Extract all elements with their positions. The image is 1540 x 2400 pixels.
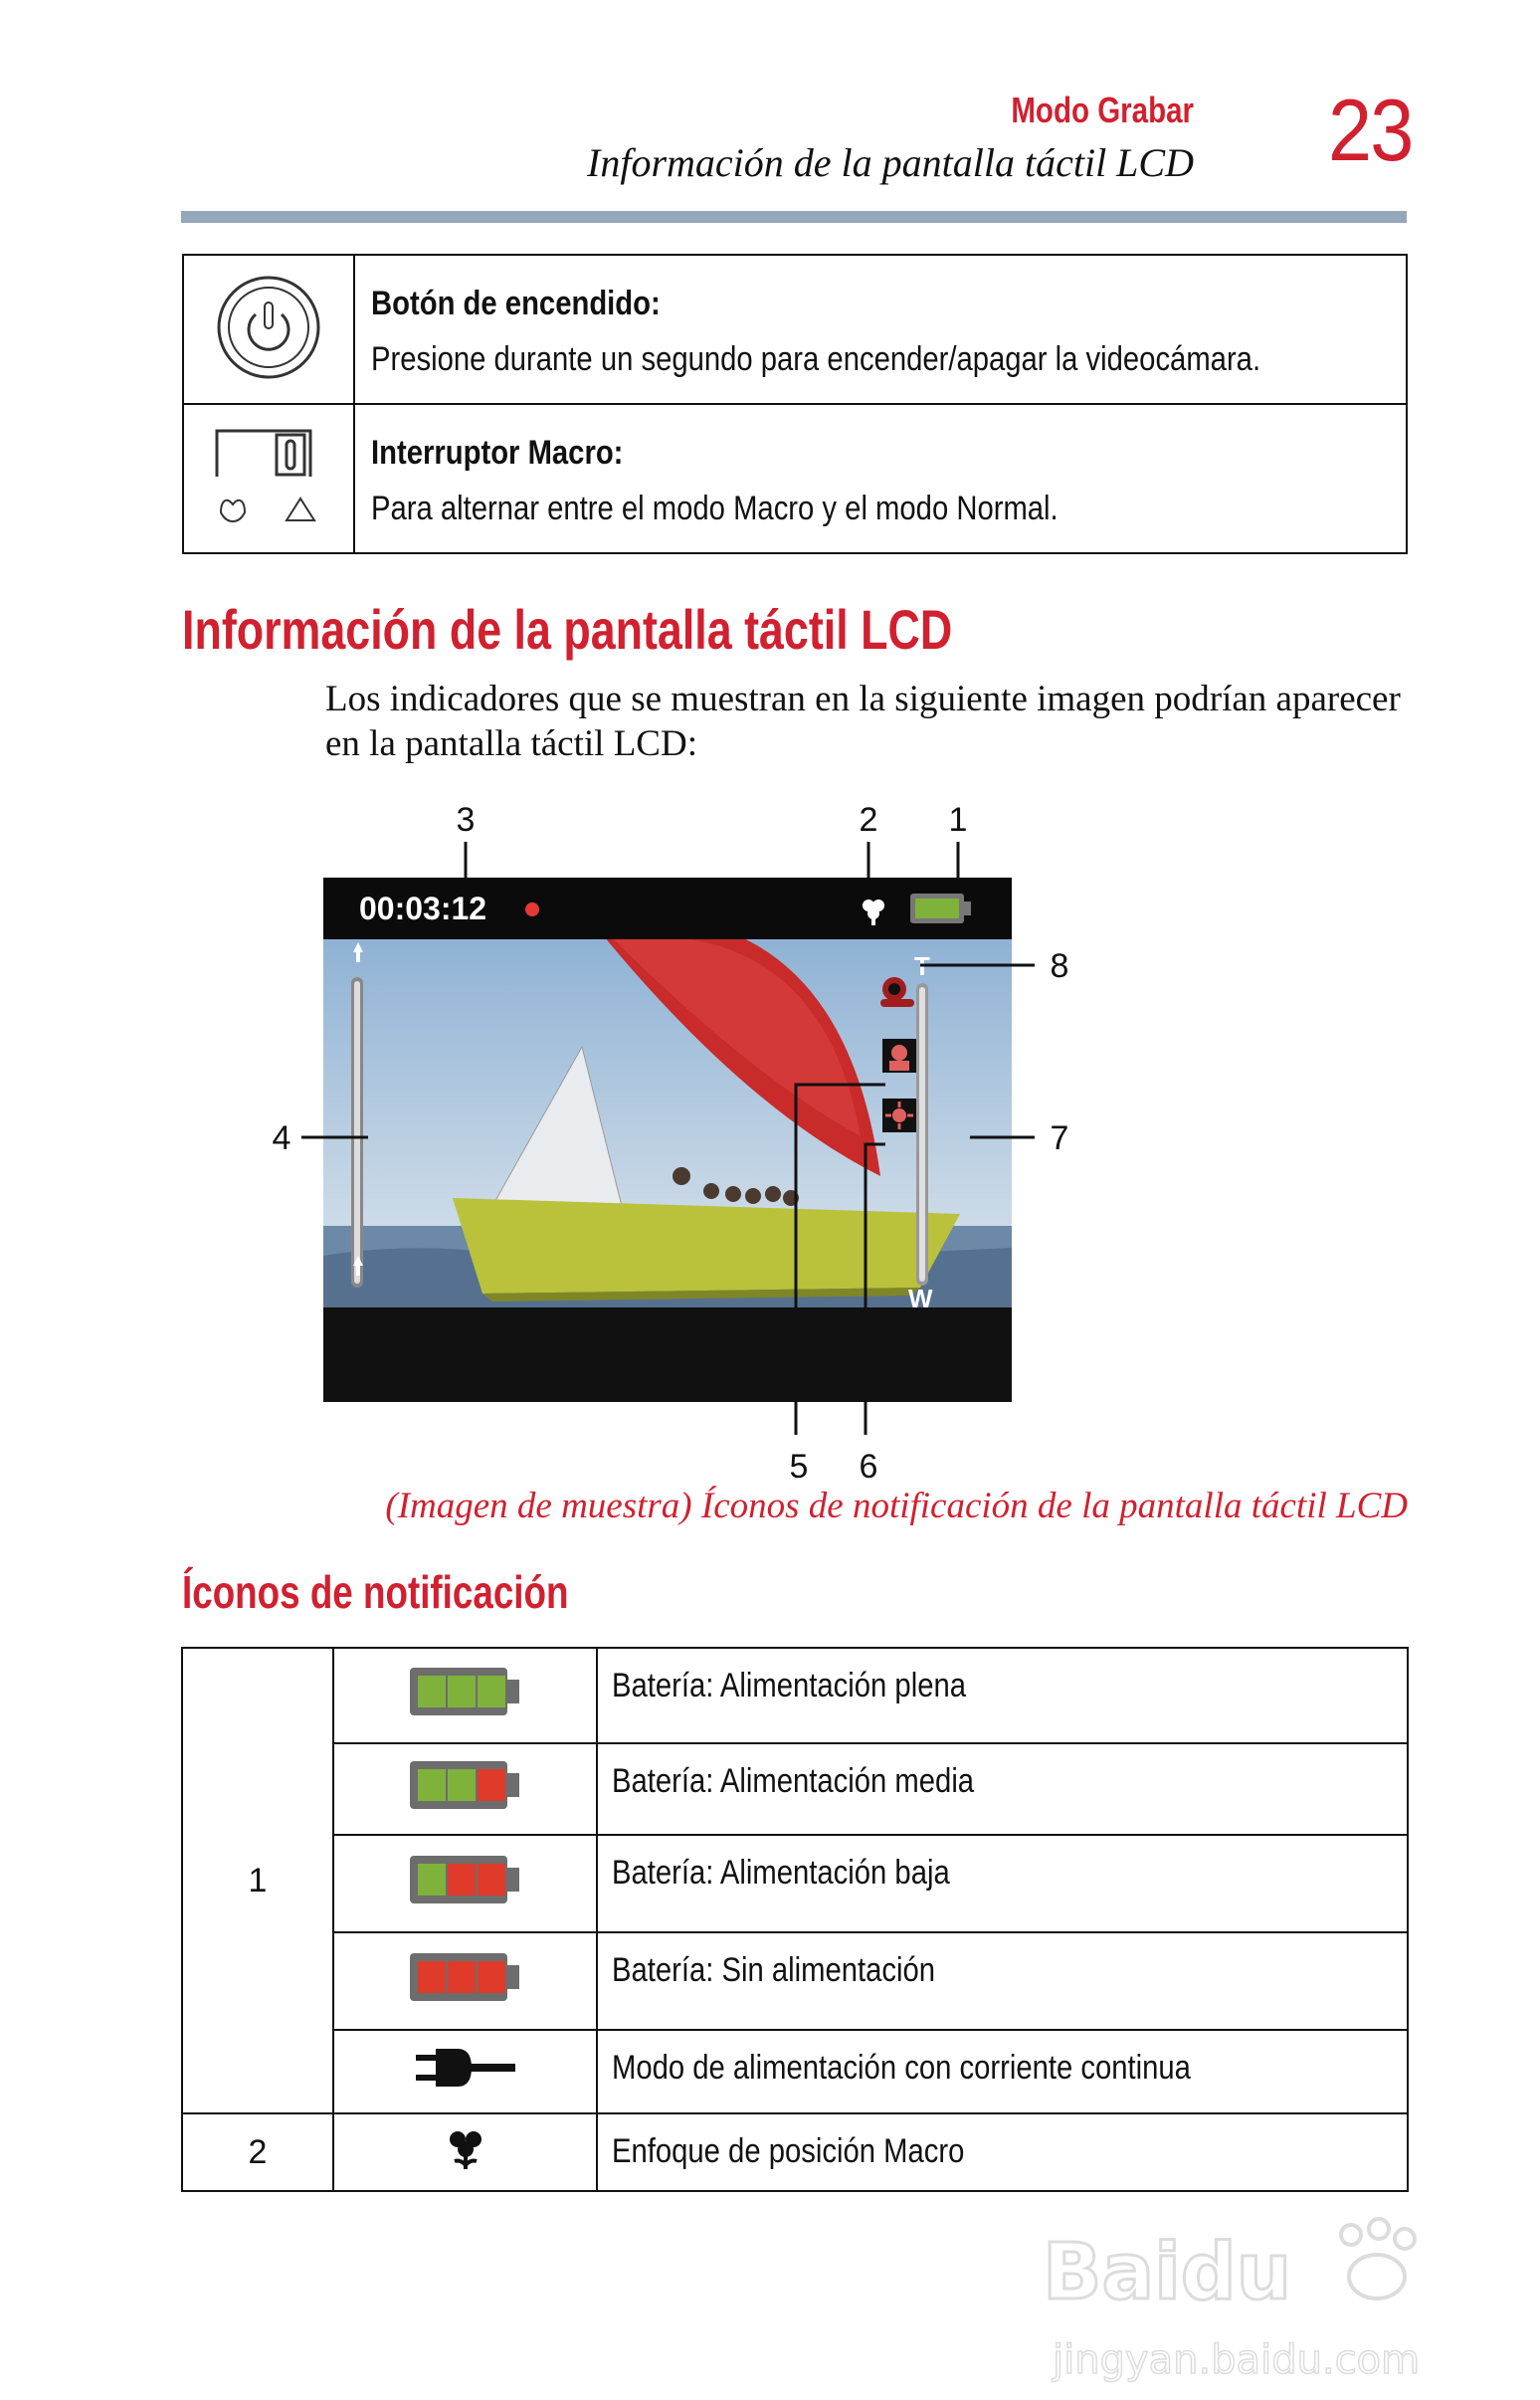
paw-icon (1341, 2219, 1415, 2299)
page-number: 23 (1328, 81, 1413, 179)
callout-5: 5 (789, 1448, 809, 1486)
figure-caption: (Imagen de muestra) Íconos de notificación de la pantalla táctil LCD (385, 1486, 1408, 1526)
battery-cell (478, 1769, 505, 1801)
battery-cell (478, 1864, 505, 1896)
row-text: Batería: Alimentación plena (597, 1648, 1408, 1743)
icon-cell (333, 1648, 597, 1743)
recording-time: 00:03:12 (359, 891, 487, 926)
battery-empty-icon (406, 1949, 525, 2005)
dc-plug-icon (406, 2043, 525, 2093)
header-section-title: Modo Grabar (1011, 90, 1194, 130)
row-number: 1 (182, 1648, 333, 2113)
callout-2: 2 (859, 801, 878, 839)
callout-8: 8 (1050, 947, 1069, 985)
macro-switch-text: Para alternar entre el modo Macro y el modo Normal. (371, 490, 1059, 527)
section-title: Información de la pantalla táctil LCD (182, 598, 953, 661)
battery-cell (478, 1676, 505, 1707)
battery-cell (448, 1961, 476, 1993)
table-row (182, 1648, 1408, 1743)
power-button-text: Presione durante un segundo para encender/apagar la videocámara. (371, 340, 1261, 378)
callout-7: 7 (1050, 1119, 1069, 1157)
icon-cell (333, 2030, 597, 2113)
battery-cell (418, 1769, 446, 1801)
battery-cell (448, 1769, 476, 1801)
table-row (182, 2113, 1408, 2191)
battery-cell (448, 1864, 476, 1896)
battery-cell (418, 1961, 446, 1993)
table-row (182, 1835, 1408, 1932)
watermark-site: jingyan.baidu.com (1053, 2337, 1421, 2383)
row-text: Enfoque de posición Macro (597, 2113, 1408, 2191)
icon-cell (333, 1835, 597, 1932)
macro-flower-icon (441, 2123, 490, 2173)
macro-switch-title: Interruptor Macro: (371, 434, 624, 472)
row-number: 2 (182, 2113, 333, 2191)
callout-3: 3 (456, 801, 476, 839)
icon-cell (333, 2113, 597, 2191)
table-row (182, 1743, 1408, 1835)
table-row (182, 1932, 1408, 2030)
battery-cell (478, 1961, 505, 1993)
notification-table (181, 1647, 1409, 2192)
battery-cell (418, 1676, 446, 1707)
battery-medium-icon (406, 1757, 525, 1813)
section-intro: Los indicadores que se muestran en la siguiente imagen podrían aparecer en la pantalla táctil LCD: (325, 679, 1401, 764)
header-subtitle: Información de la pantalla táctil LCD (587, 140, 1194, 185)
battery-cell (418, 1864, 446, 1896)
baidu-watermark (1033, 2189, 1450, 2388)
battery-full-icon (406, 1664, 525, 1719)
table-row (182, 2030, 1408, 2113)
row-text: Modo de alimentación con corriente continua (597, 2030, 1408, 2113)
row-text: Batería: Alimentación baja (597, 1835, 1408, 1932)
icon-cell (333, 1743, 597, 1835)
zoom-tele-label: T (914, 951, 930, 981)
notification-title: Íconos de notificación (182, 1566, 569, 1618)
callout-4: 4 (272, 1119, 291, 1157)
callout-6: 6 (859, 1448, 878, 1486)
icon-cell (333, 1932, 597, 2030)
battery-cell (448, 1676, 476, 1707)
row-text: Batería: Sin alimentación (597, 1932, 1408, 2030)
power-button-title: Botón de encendido: (371, 285, 662, 322)
zoom-wide-label: W (908, 1284, 933, 1313)
battery-low-icon (406, 1852, 525, 1907)
watermark-brand: Baidu (1043, 2228, 1292, 2317)
callout-1: 1 (948, 801, 968, 839)
row-text: Batería: Alimentación media (597, 1743, 1408, 1835)
